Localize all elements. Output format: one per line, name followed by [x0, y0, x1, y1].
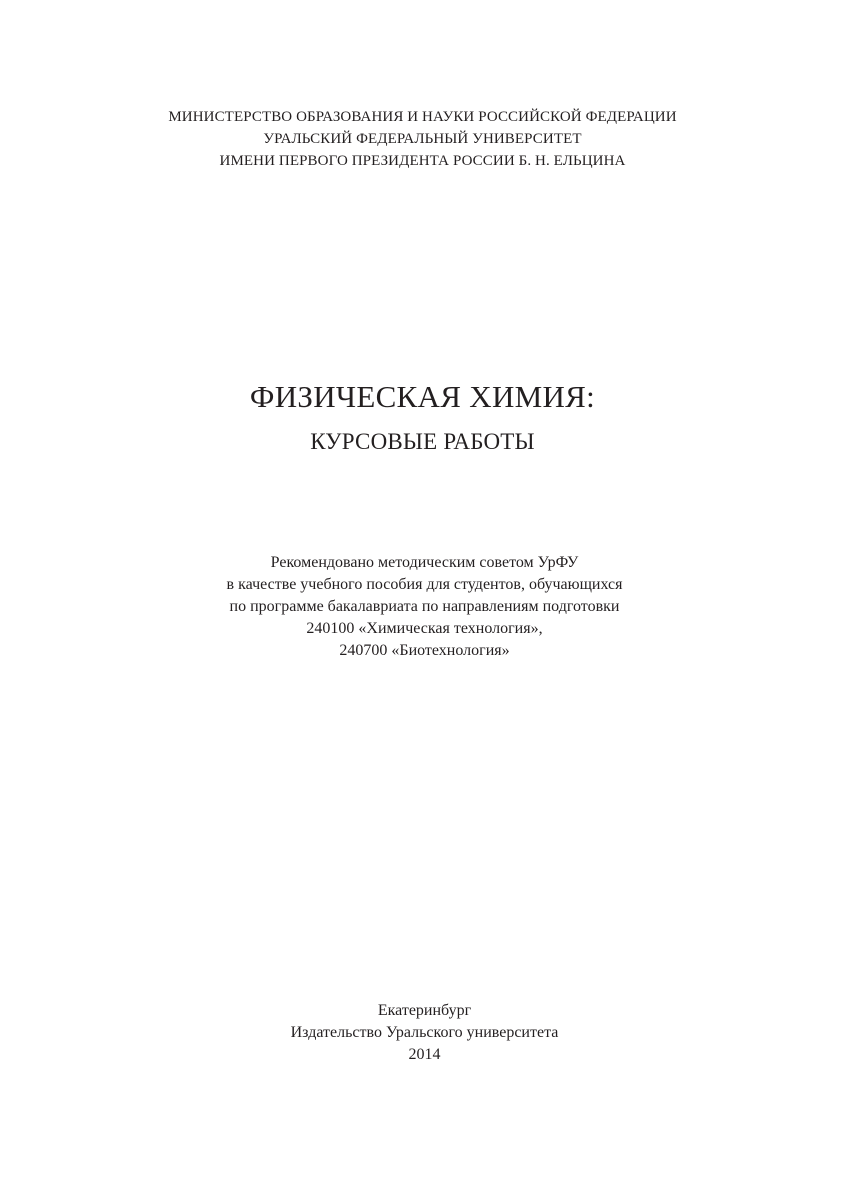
institution-header — [0, 106, 851, 172]
recommendation-line: по программе бакалавриата по направлениям подготовки — [229, 598, 620, 615]
recommendation-line: 240100 «Химическая технология», — [306, 620, 543, 637]
recommendation-block — [0, 552, 853, 662]
imprint-city: Екатеринбург — [377, 1002, 472, 1019]
university-name-line: ИМЕНИ ПЕРВОГО ПРЕЗИДЕНТА РОССИИ Б. Н. ЕЛЬЦИНА — [219, 153, 626, 169]
recommendation-line: Рекомендовано методическим советом УрФУ — [270, 554, 579, 571]
imprint-year: 2014 — [408, 1046, 441, 1063]
imprint-publisher: Издательство Уральского университета — [290, 1024, 559, 1041]
university-line: УРАЛЬСКИЙ ФЕДЕРАЛЬНЫЙ УНИВЕРСИТЕТ — [263, 131, 582, 147]
ministry-line: МИНИСТЕРСТВО ОБРАЗОВАНИЯ И НАУКИ РОССИЙСКОЙ ФЕДЕРАЦИИ — [168, 109, 677, 125]
imprint-block — [0, 1000, 853, 1066]
recommendation-line: 240700 «Биотехнология» — [339, 642, 510, 659]
recommendation-line: в качестве учебного пособия для студентов, обучающихся — [226, 576, 623, 593]
book-title: ФИЗИЧЕСКАЯ ХИМИЯ: — [249, 379, 596, 414]
book-subtitle: КУРСОВЫЕ РАБОТЫ — [310, 429, 535, 454]
book-title-block — [0, 376, 851, 457]
